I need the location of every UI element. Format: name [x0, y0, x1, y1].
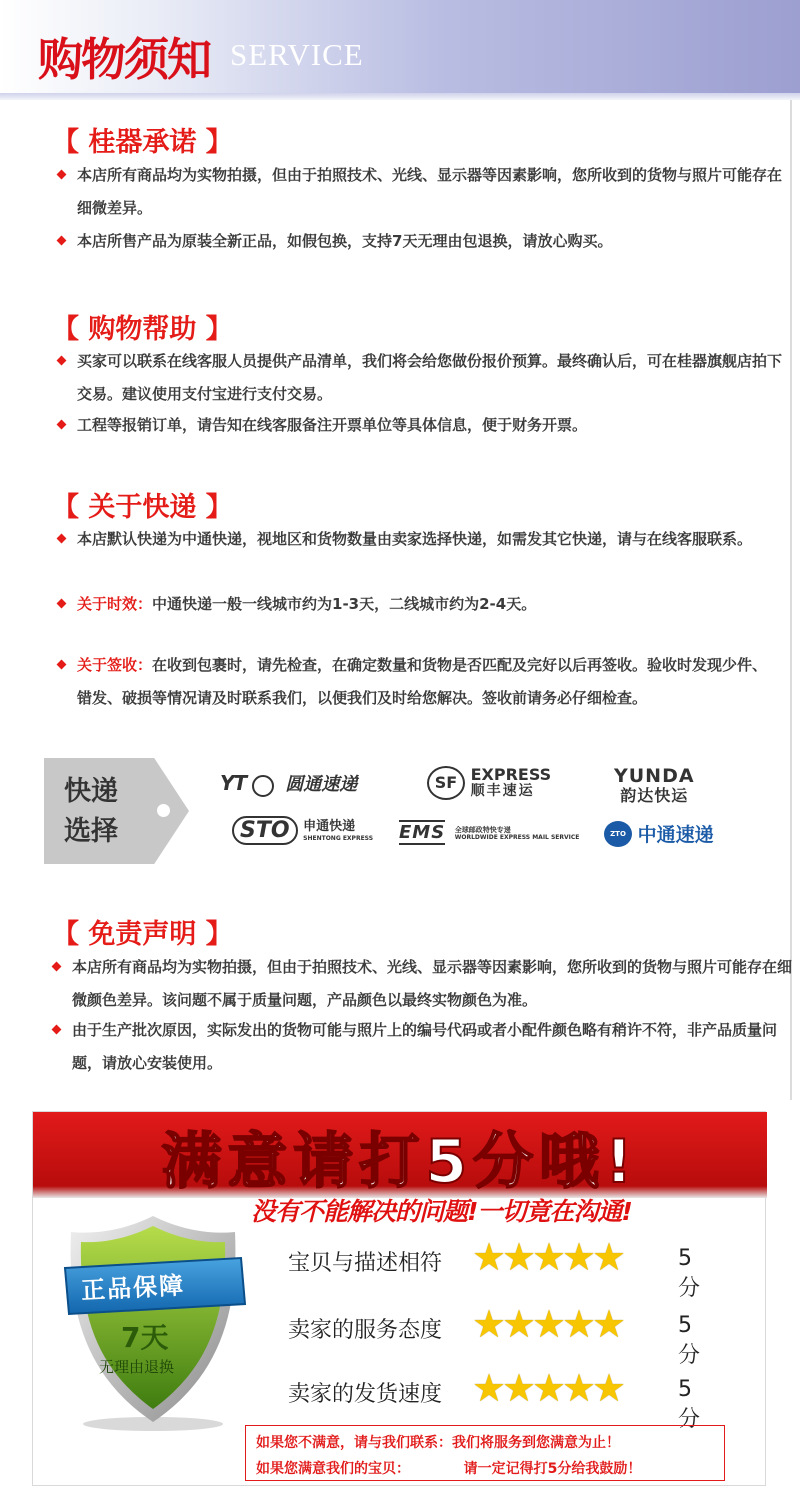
star-icon: ★: [562, 1302, 597, 1346]
star-rating: [472, 1302, 627, 1346]
star-icon: ★: [472, 1366, 507, 1410]
star-icon: ★: [532, 1366, 567, 1410]
shield-banner-text: 正品保障: [80, 1271, 186, 1305]
bullet-diamond-icon: [57, 420, 67, 430]
sto-logo: STO 申通快递 SHENTONG EXPRESS: [232, 816, 373, 845]
shield-text: 无理由退换: [99, 1358, 175, 1376]
bullet-diamond-icon: [57, 534, 67, 544]
courier-tab-label: 快递 选择: [64, 776, 118, 847]
ems-logo: EMS 全球邮政特快专递 WORLDWIDE EXPRESS MAIL SERVICE: [399, 822, 580, 843]
list-item: 工程等报销订单，请告知在线客服备注开票单位等具体信息，便于财务开票。: [57, 409, 782, 442]
courier-selection-panel: [44, 758, 764, 864]
rating-headline: 满意请打5分哦!: [161, 1127, 639, 1197]
star-rating: [472, 1235, 627, 1279]
arrow-dot-icon: [157, 804, 170, 817]
yto-logo: YT 圆通速递: [220, 771, 358, 795]
star-rating: [472, 1366, 627, 1410]
bullet-diamond-icon: [57, 599, 67, 609]
list-item: 本店所有商品均为实物拍摄，但由于拍照技术、光线、显示器等因素影响，您所收到的货物与照片可能存在细微颜色差异。该问题不属于质量问题，产品颜色以最终实物颜色为准。: [52, 951, 792, 1017]
page-title: 购物须知: [38, 33, 211, 86]
bullet-diamond-icon: [57, 660, 67, 670]
list-item: 关于时效：中通快递一般一线城市约为1-3天，二线城市约为2-4天。: [57, 588, 782, 621]
contact-notice: 如果您不满意，请与我们联系：我们将服务到您满意为止！ 如果您满意我们的宝贝： 请一定记得打5分给我鼓励！: [245, 1425, 725, 1481]
section-title-express: 【 关于快递 】: [52, 492, 233, 523]
star-icon: ★: [532, 1302, 567, 1346]
star-icon: ★: [502, 1366, 537, 1410]
star-icon: ★: [592, 1235, 627, 1279]
star-icon: ★: [562, 1366, 597, 1410]
star-icon: ★: [472, 1302, 507, 1346]
section-title-promise: 【 桂器承诺 】: [52, 127, 233, 158]
page-subtitle: SERVICE: [230, 37, 364, 72]
star-icon: ★: [532, 1235, 567, 1279]
rating-box: 满意请打5分哦! 没有不能解决的问题!一切竟在沟通! 正品保障 7天 无理由退换 宝贝与描述相符 ★ ★ ★ ★ ★ 5分 卖家的服务态度 ★ ★ ★ ★ ★ 5分 卖家的发货速度 ★ ★ ★ ★ ★ 5分 如果您不满意，请与我们联系：我们将服务到您满意为止！ 如果您满意我们的宝贝： 请一定记得打5分给我鼓励！: [32, 1111, 766, 1486]
header-divider: [0, 93, 800, 100]
header-banner: [0, 0, 800, 100]
zto-logo: ZTO 中通速递: [604, 820, 714, 847]
bullet-diamond-icon: [57, 236, 67, 246]
list-item: 由于生产批次原因，实际发出的货物可能与照片上的编号代码或者小配件颜色略有稍许不符，非产品质量问题，请放心安装使用。: [52, 1014, 792, 1080]
section-title-disclaimer: 【 免责声明 】: [52, 919, 233, 950]
bullet-diamond-icon: [52, 962, 62, 972]
sf-express-logo: SF EXPRESS 顺丰速运: [427, 766, 551, 800]
list-item: 本店所有商品均为实物拍摄，但由于拍照技术、光线、显示器等因素影响，您所收到的货物与照片可能存在细微差异。: [57, 159, 782, 225]
star-icon: ★: [562, 1235, 597, 1279]
shield-days: 7天: [121, 1321, 169, 1354]
list-item: 关于签收：在收到包裹时，请先检查，在确定数量和货物是否匹配及完好以后再签收。验收时发现少件、错发、破损等情况请及时联系我们，以便我们及时给您解决。签收前请务必仔细检查。: [57, 649, 782, 715]
star-icon: ★: [502, 1302, 537, 1346]
rating-slogan: 没有不能解决的问题!一切竟在沟通!: [251, 1197, 632, 1226]
bullet-diamond-icon: [52, 1025, 62, 1035]
yunda-logo: YUNDA 韵达快运: [614, 765, 695, 805]
list-item: 买家可以联系在线客服人员提供产品清单，我们将会给您做份报价预算。最终确认后，可在桂器旗舰店拍下交易。建议使用支付宝进行支付交易。: [57, 345, 782, 411]
star-icon: ★: [592, 1366, 627, 1410]
star-icon: ★: [592, 1302, 627, 1346]
bullet-diamond-icon: [57, 170, 67, 180]
list-item: 本店所售产品为原装全新正品，如假包换，支持7天无理由包退换，请放心购买。: [57, 225, 782, 258]
list-item: 本店默认快递为中通快递，视地区和货物数量由卖家选择快递，如需发其它快递，请与在线客服联系。: [57, 523, 782, 556]
section-title-help: 【 购物帮助 】: [52, 314, 233, 345]
right-border-line: [790, 100, 792, 1100]
star-icon: ★: [472, 1235, 507, 1279]
bullet-diamond-icon: [57, 356, 67, 366]
star-icon: ★: [502, 1235, 537, 1279]
